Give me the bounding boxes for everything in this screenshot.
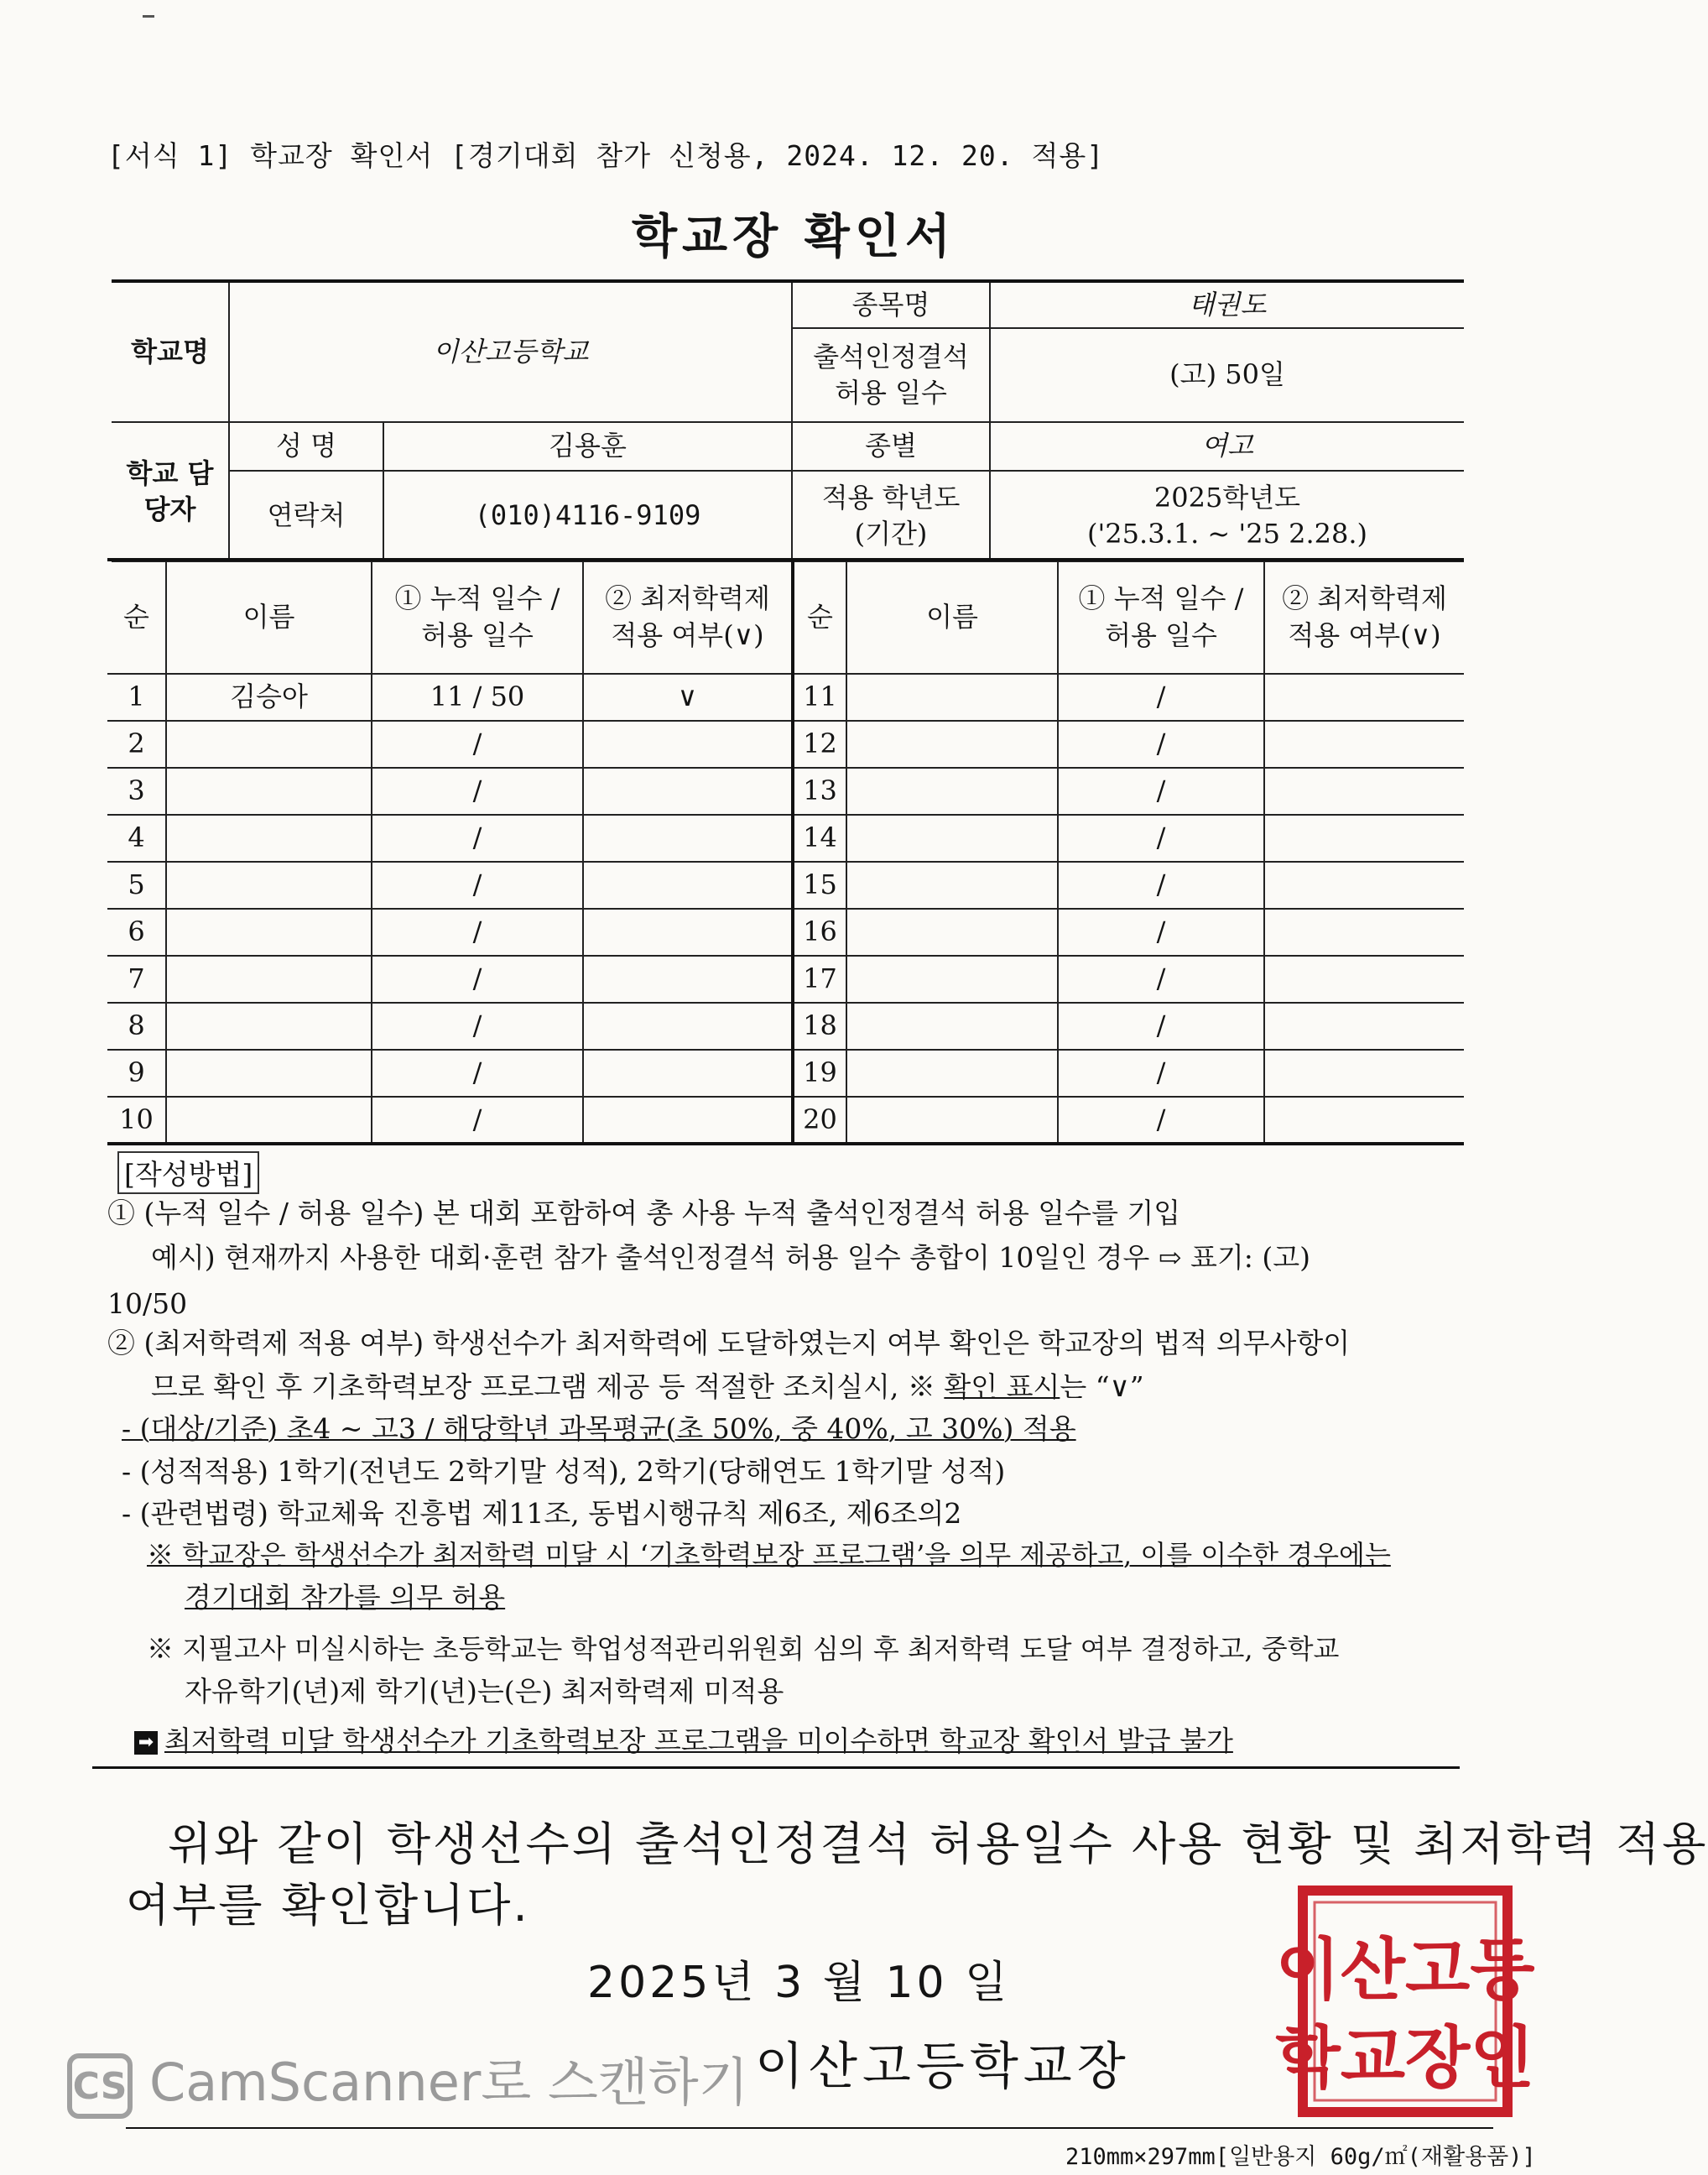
cell-no: 7 <box>107 956 166 1003</box>
name-value: 김용훈 <box>383 422 792 471</box>
method-line-11: ※ 지필고사 미실시하는 초등학교는 학업성적관리위원회 심의 후 최저학력 도달 여부 결정하고, 중학교 <box>147 1633 1340 1665</box>
table-row <box>107 1003 1464 1050</box>
svg-text:이산고등: 이산고등 <box>1275 1930 1535 2009</box>
cell-no: 6 <box>107 909 166 956</box>
cell-name <box>166 956 372 1003</box>
cell-min <box>1264 862 1464 909</box>
cell-no: 9 <box>107 1050 166 1097</box>
confirm-line-2: 여부를 확인합니다. <box>126 1879 530 1932</box>
sport-label: 종목명 <box>792 281 990 328</box>
cell-min <box>1264 815 1464 862</box>
contact-label: 연락처 <box>229 471 383 561</box>
cell-days: / <box>372 815 583 862</box>
cell-no: 19 <box>793 1050 846 1097</box>
cell-name <box>846 768 1058 815</box>
allowed-days-value: (고) 50일 <box>990 328 1464 422</box>
form-label: [서식 1] 학교장 확인서 [경기대회 참가 신청용, 2024. 12. 20. 적용] <box>107 139 1105 172</box>
name-label: 성 명 <box>229 422 383 471</box>
cell-name: 김승아 <box>166 674 372 721</box>
method-line-3: 10/50 <box>107 1287 188 1320</box>
year-label: 적용 학년도 (기간) <box>792 471 990 561</box>
method-line-9: ※ 학교장은 학생선수가 최저학력 미달 시 ‘기초학력보장 프로그램’을 의무 제공하고, 이를 이수한 경우에는 <box>147 1539 1391 1571</box>
cell-min <box>583 815 793 862</box>
cell-days: / <box>1058 815 1264 862</box>
cell-min <box>1264 674 1464 721</box>
method-line-5b: 확인 표시 <box>944 1370 1060 1403</box>
cell-days: / <box>372 768 583 815</box>
cell-no: 16 <box>793 909 846 956</box>
cell-no: 10 <box>107 1097 166 1144</box>
cell-no: 5 <box>107 862 166 909</box>
cell-days: / <box>372 1097 583 1144</box>
cell-name <box>166 1097 372 1144</box>
divider <box>92 1766 1460 1769</box>
cell-min <box>1264 1003 1464 1050</box>
cell-no: 18 <box>793 1003 846 1050</box>
cell-days: / <box>372 721 583 768</box>
cell-days: / <box>372 1003 583 1050</box>
cell-name <box>166 721 372 768</box>
table-row <box>107 1097 1464 1144</box>
cell-no: 1 <box>107 674 166 721</box>
category-value: 여고 <box>990 422 1464 471</box>
bottom-divider <box>126 2127 1493 2129</box>
table-row <box>107 721 1464 768</box>
cell-no: 17 <box>793 956 846 1003</box>
cell-days: / <box>372 862 583 909</box>
school-value: 이산고등학교 <box>229 281 792 422</box>
cell-no: 15 <box>793 862 846 909</box>
watermark-text: CamScanner로 스캔하기 <box>149 2052 749 2113</box>
cell-days: / <box>1058 721 1264 768</box>
school-seal-icon <box>1275 1884 1535 2119</box>
cell-min <box>583 862 793 909</box>
contact-value: (010)4116-9109 <box>383 471 792 561</box>
year-value-text: 2025학년도 <box>1153 481 1301 514</box>
cell-no: 14 <box>793 815 846 862</box>
page-title: 학교장 확인서 <box>631 209 956 264</box>
manager-label: 학교 담당자 <box>112 422 229 561</box>
table-row <box>107 1050 1464 1097</box>
category-label: 종별 <box>792 422 990 471</box>
header-name: 이름 <box>166 560 372 674</box>
method-line-2: 예시) 현재까지 사용한 대회·훈련 참가 출석인정결석 허용 일수 총합이 10일인 경우 ⇨ 표기: (고) <box>151 1241 1310 1274</box>
cell-min <box>1264 956 1464 1003</box>
cell-no: 2 <box>107 721 166 768</box>
info-table <box>112 279 1464 562</box>
method-line-7: - (성적적용) 1학기(전년도 2학기말 성적), 2학기(당해연도 1학기말 성적) <box>122 1455 1006 1488</box>
cell-min <box>1264 721 1464 768</box>
method-line-10: 경기대회 참가를 의무 허용 <box>185 1581 506 1614</box>
camscanner-logo-icon: CS <box>67 2053 133 2119</box>
table-row <box>107 815 1464 862</box>
cell-no: 13 <box>793 768 846 815</box>
header-no: 순 <box>793 560 846 674</box>
paper-size-note: 210mm×297mm[일반용지 60g/㎡(재활용품)] <box>1065 2144 1536 2170</box>
student-list-table <box>107 558 1464 1145</box>
cell-name <box>166 909 372 956</box>
camscanner-watermark <box>67 2041 749 2119</box>
arrow-box-icon: ➡ <box>134 1731 158 1755</box>
cell-min <box>1264 909 1464 956</box>
cell-min <box>583 721 793 768</box>
cell-name <box>846 1003 1058 1050</box>
method-line-5c: 는 “∨” <box>1060 1370 1144 1403</box>
cell-name <box>846 1050 1058 1097</box>
cell-min <box>583 768 793 815</box>
cell-name <box>166 862 372 909</box>
period-value-text: ('25.3.1. ~ '25 2.28.) <box>1087 518 1367 550</box>
cell-days: / <box>1058 768 1264 815</box>
cell-name <box>166 1003 372 1050</box>
cell-no: 11 <box>793 674 846 721</box>
table-row <box>107 768 1464 815</box>
cell-days: / <box>1058 909 1264 956</box>
cell-min <box>583 1003 793 1050</box>
method-line-12: 자유학기(년)제 학기(년)는(은) 최저학력제 미적용 <box>185 1675 784 1708</box>
header-days: ① 누적 일수 / 허용 일수 <box>372 560 583 674</box>
cell-no: 4 <box>107 815 166 862</box>
table-row <box>107 956 1464 1003</box>
cell-min <box>1264 1097 1464 1144</box>
cell-days: / <box>1058 862 1264 909</box>
cell-days: / <box>1058 1050 1264 1097</box>
table-row <box>107 909 1464 956</box>
header-name: 이름 <box>846 560 1058 674</box>
table-row <box>107 674 1464 721</box>
method-line-5 <box>151 1369 1144 1404</box>
header-min: ② 최저학력제 적용 여부(∨) <box>1264 560 1464 674</box>
cell-name <box>846 956 1058 1003</box>
cell-name <box>166 1050 372 1097</box>
cell-days: / <box>1058 956 1264 1003</box>
cell-name <box>846 909 1058 956</box>
cell-days: / <box>372 909 583 956</box>
cell-days: / <box>1058 674 1264 721</box>
cell-name <box>846 862 1058 909</box>
method-line-5a: 므로 확인 후 기초학력보장 프로그램 제공 등 적절한 조치실시, ※ <box>151 1370 945 1403</box>
confirm-date: 2025년 3 월 10 일 <box>587 1958 1011 2008</box>
principal-name: 이산고등학교장 <box>755 2037 1131 2096</box>
cell-days: / <box>372 1050 583 1097</box>
cell-name <box>846 674 1058 721</box>
cell-no: 3 <box>107 768 166 815</box>
cell-name <box>166 768 372 815</box>
cell-no: 20 <box>793 1097 846 1144</box>
year-value <box>990 471 1464 561</box>
table-row <box>107 862 1464 909</box>
method-line-6: - (대상/기준) 초4 ~ 고3 / 해당학년 과목평균(초 50%, 중 40%, 고 30%) 적용 <box>122 1412 1076 1445</box>
school-label: 학교명 <box>112 281 229 422</box>
cell-min <box>583 956 793 1003</box>
cell-days: / <box>1058 1097 1264 1144</box>
cell-min <box>1264 768 1464 815</box>
cell-min: ∨ <box>583 674 793 721</box>
scan-mark <box>143 15 154 18</box>
header-min: ② 최저학력제 적용 여부(∨) <box>583 560 793 674</box>
confirm-line-1: 위와 같이 학생선수의 출석인정결석 허용일수 사용 현황 및 최저학력 적용 <box>168 1818 1708 1870</box>
cell-min <box>1264 1050 1464 1097</box>
svg-text:학교장인: 학교장인 <box>1275 2018 1535 2097</box>
header-days: ① 누적 일수 / 허용 일수 <box>1058 560 1264 674</box>
cell-days: / <box>1058 1003 1264 1050</box>
cell-no: 8 <box>107 1003 166 1050</box>
sport-value: 태권도 <box>990 281 1464 328</box>
method-line-8: - (관련법령) 학교체육 진흥법 제11조, 동법시행규칙 제6조, 제6조의2 <box>122 1497 962 1530</box>
method-line-1: ① (누적 일수 / 허용 일수) 본 대회 포함하여 총 사용 누적 출석인정결석 허용 일수를 기입 <box>107 1197 1181 1229</box>
cell-days: 11 / 50 <box>372 674 583 721</box>
method-heading: [작성방법] <box>117 1151 259 1194</box>
cell-name <box>846 815 1058 862</box>
cell-name <box>166 815 372 862</box>
method-line-13-text: 최저학력 미달 학생선수가 기초학력보장 프로그램을 미이수하면 학교장 확인서 발급 불가 <box>164 1724 1233 1757</box>
cell-min <box>583 1050 793 1097</box>
cell-no: 12 <box>793 721 846 768</box>
method-line-4: ② (최저학력제 적용 여부) 학생선수가 최저학력에 도달하였는지 여부 확인은 학교장의 법적 의무사항이 <box>107 1327 1351 1359</box>
method-line-13 <box>134 1724 1233 1758</box>
allowed-days-label: 출석인정결석 허용 일수 <box>792 328 990 422</box>
cell-min <box>583 909 793 956</box>
cell-name <box>846 721 1058 768</box>
cell-days: / <box>372 956 583 1003</box>
header-no: 순 <box>107 560 166 674</box>
cell-name <box>846 1097 1058 1144</box>
cell-min <box>583 1097 793 1144</box>
